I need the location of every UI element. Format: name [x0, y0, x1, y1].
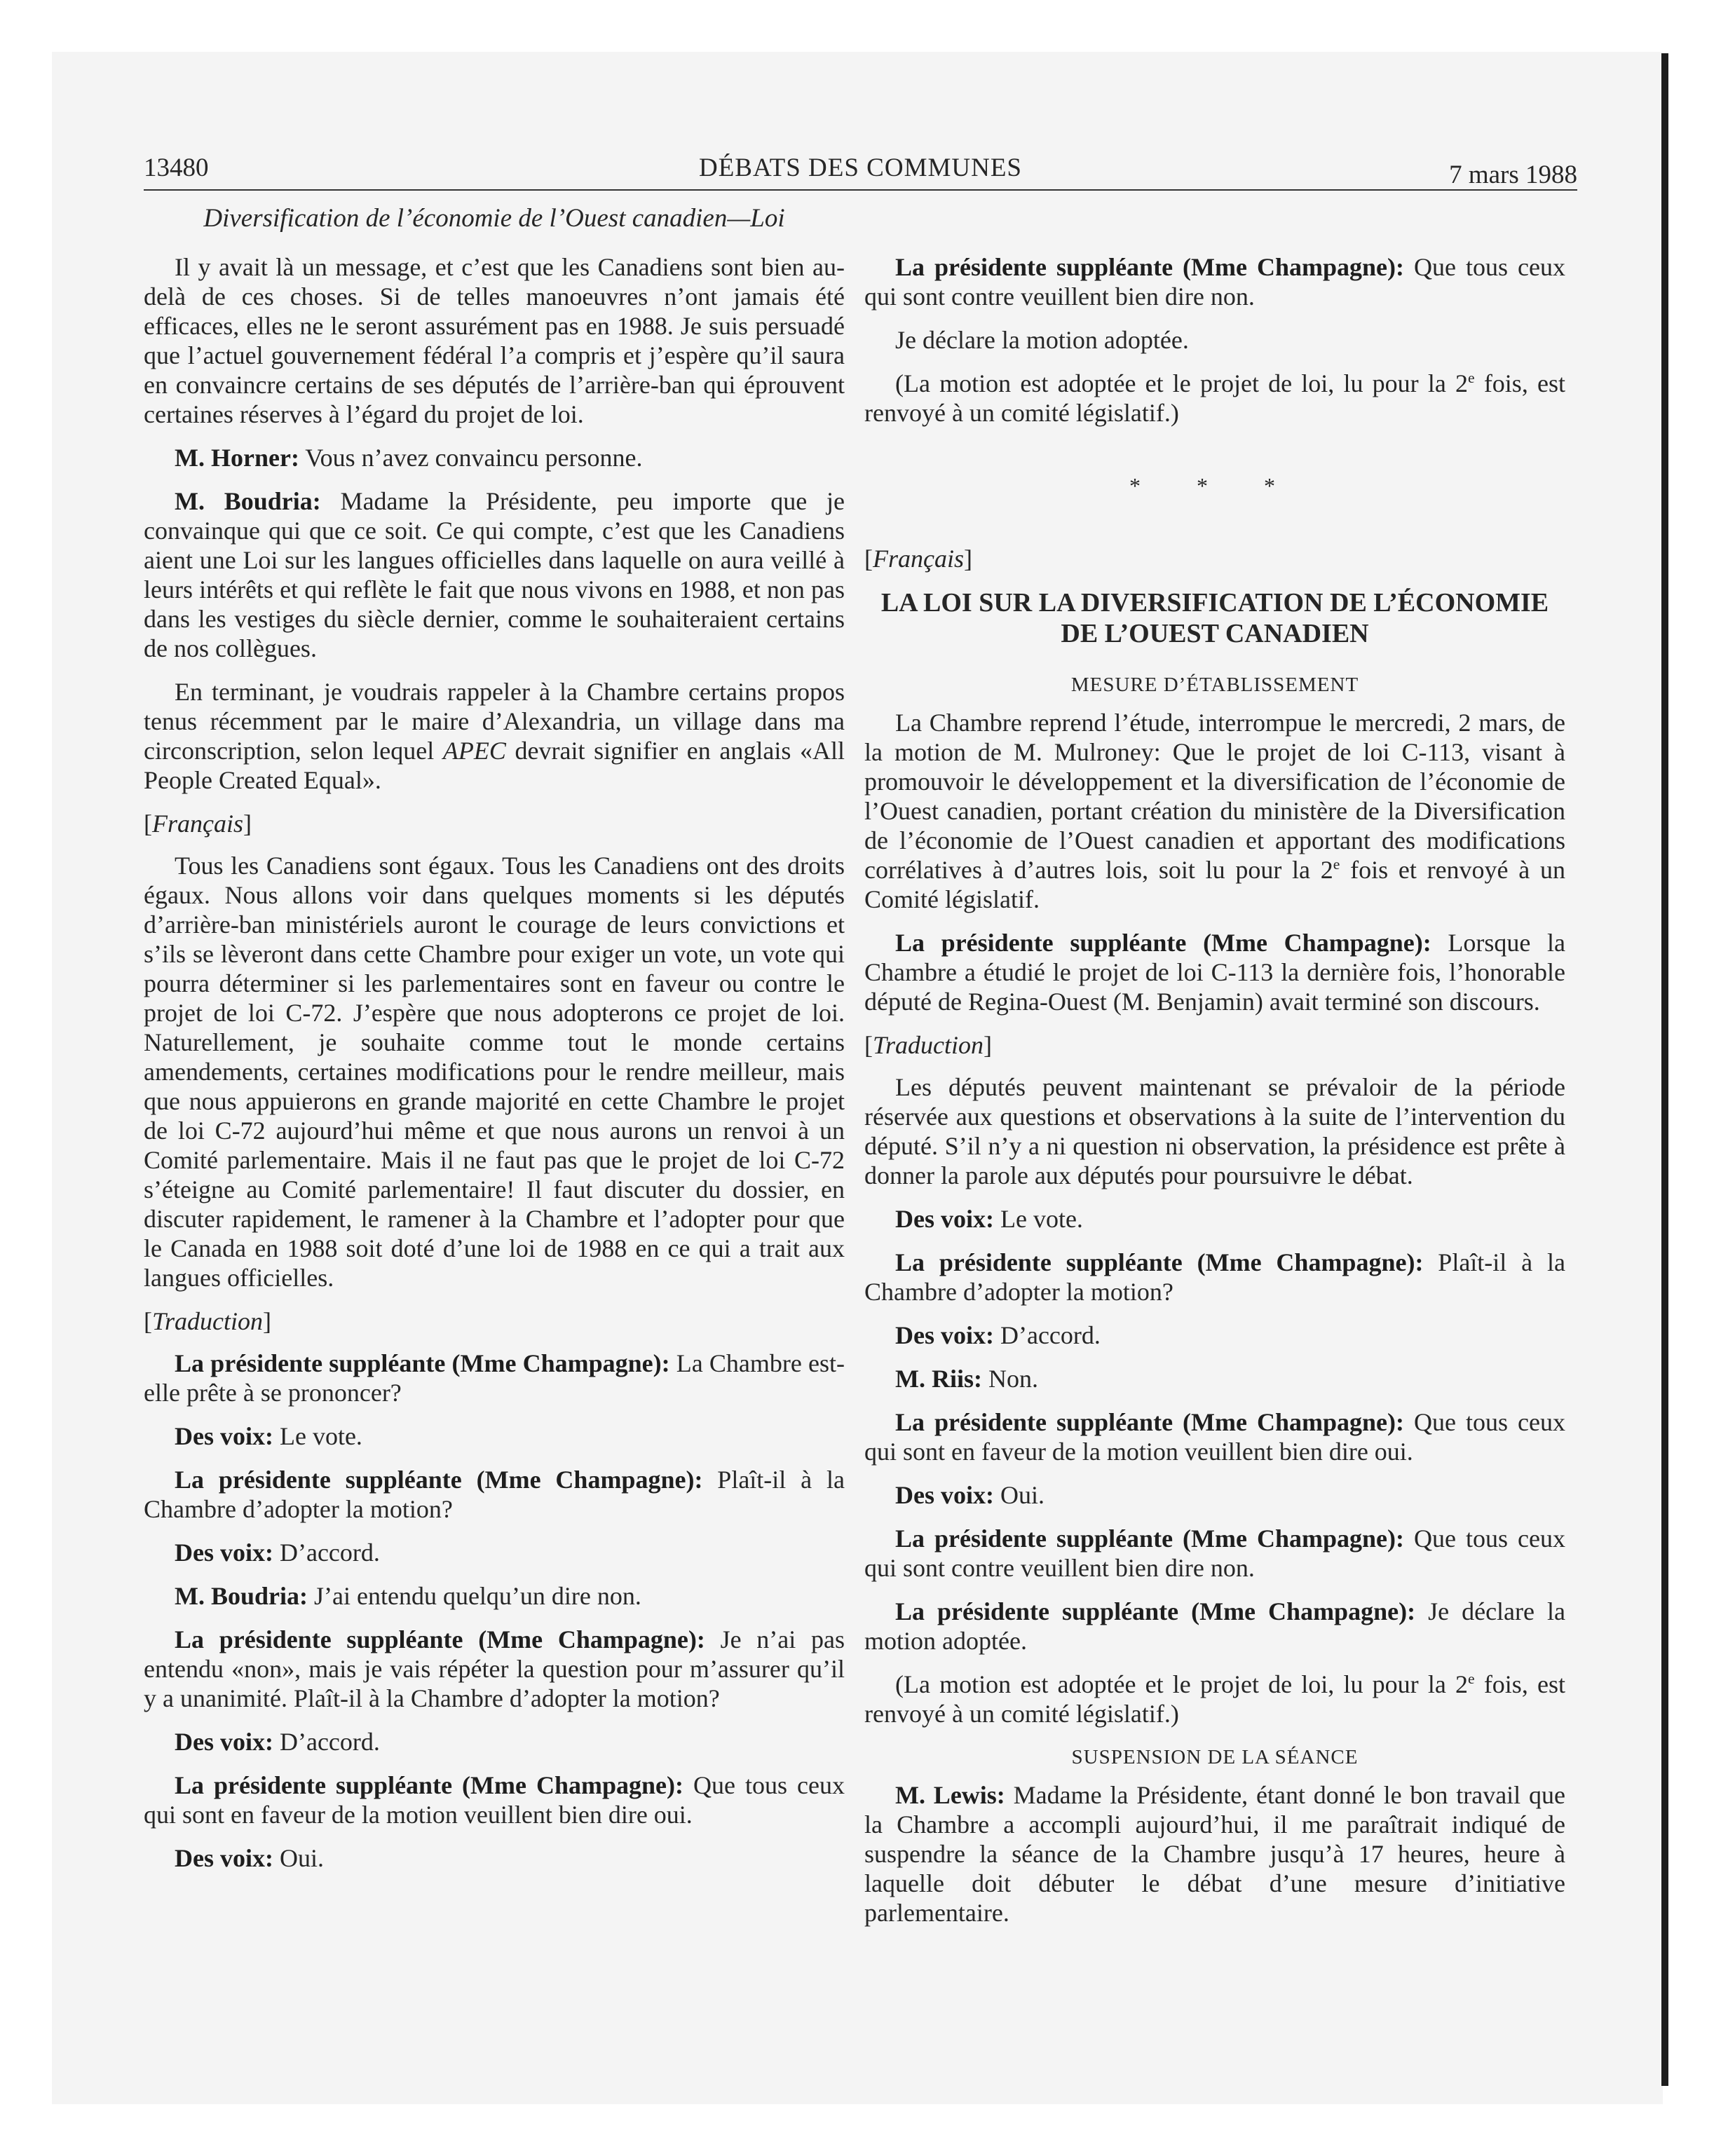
speech: La présidente suppléante (Mme Champagne): Je déclare la motion adoptée.: [864, 1597, 1565, 1655]
language-label: [Français]: [864, 545, 972, 573]
speech: Des voix: Le vote.: [895, 1205, 1083, 1233]
subheading: SUSPENSION DE LA SÉANCE: [1071, 1746, 1359, 1768]
speech: Des voix: D’accord.: [175, 1538, 380, 1567]
speech: La présidente suppléante (Mme Champagne): Plaît-il à la Chambre d’adopter la motion?: [144, 1466, 845, 1523]
speaker: Des voix:: [175, 1422, 273, 1450]
paragraph: En terminant, je voudrais rappeler à la Chambre certains propos tenus récemment par le maire d’Alexandria, un village dans ma circonscription, selon lequel APEC devrait signifier en anglais «All People Created Equal».: [144, 678, 845, 794]
scan-edge: [1661, 53, 1668, 2086]
paragraph: La Chambre reprend l’étude, interrompue le mercredi, 2 mars, de la motion de M. Mulroney: Que le projet de loi C-113, visant à promouvoir le développement et la diversification de l’économie de l’Ouest canadien, portant création du ministère de la Diversification de l’économie de l’Ouest canadien et apportant des modifications corrélatives à d’autres lois, soit lu pour la 2e fois et renvoyé à un Comité législatif.: [864, 709, 1565, 913]
speech: Des voix: D’accord.: [895, 1321, 1101, 1349]
speech: Des voix: Oui.: [895, 1481, 1045, 1509]
speech: La présidente suppléante (Mme Champagne): Que tous ceux qui sont en faveur de la motion veuillent bien dire oui.: [864, 1408, 1565, 1466]
language-label: [Français]: [144, 810, 252, 838]
section-separator: * * *: [1129, 473, 1300, 498]
speech: M. Horner: Vous n’avez convaincu personne.: [175, 444, 643, 472]
paragraph: (La motion est adoptée et le projet de loi, lu pour la 2e fois, est renvoyé à un comité législatif.): [864, 1670, 1565, 1728]
paragraph: (La motion est adoptée et le projet de loi, lu pour la 2e fois, est renvoyé à un comité législatif.): [864, 369, 1565, 427]
speaker: La présidente suppléante: [175, 1771, 453, 1799]
header-rule: [144, 189, 1577, 191]
right-column: [864, 252, 1565, 1942]
speech: La présidente suppléante (Mme Champagne): Plaît-il à la Chambre d’adopter la motion?: [864, 1248, 1565, 1306]
speaker: Des voix:: [175, 1844, 273, 1872]
subheading: MESURE D’ÉTABLISSEMENT: [1070, 674, 1359, 696]
paragraph: Il y avait là un message, et c’est que les Canadiens sont bien au-delà de ces choses. Si de telles manoeuvres n’ont jamais été efficaces, elles ne le seront assurément pas en 1988. Je suis persuadé que l’actuel gouvernement fédéral l’a compris et j’espère qu’il saura en convaincre certains de ses députés de l’arrière-ban qui éprouvent certaines réserves à l’égard du projet de loi.: [144, 253, 845, 428]
speech: La présidente suppléante (Mme Champagne): Lorsque la Chambre a étudié le projet de loi C-113 la dernière fois, l’honorable député de Regina-Ouest (M. Benjamin) avait terminé son discours.: [864, 929, 1565, 1016]
speech: La présidente suppléante (Mme Champagne): Que tous ceux qui sont en faveur de la motion veuillent bien dire oui.: [144, 1771, 845, 1829]
speaker: La présidente suppléante: [895, 1408, 1173, 1436]
speaker: La présidente suppléante: [895, 1524, 1173, 1553]
section-heading: LA LOI SUR LA DIVERSIFICATION DE L’ÉCONOMIE DE L’OUEST CANADIEN: [880, 588, 1549, 648]
running-title: Diversification de l’économie de l’Ouest canadien—Loi: [203, 204, 785, 233]
speaker: La présidente suppléante: [175, 1625, 463, 1653]
paragraph: Tous les Canadiens sont égaux. Tous les Canadiens ont des droits égaux. Nous allons voir dans quelques moments si les députés d’arrière-ban ministériels auront le courage de leurs convictions et s’ils se lèveront dans cette Chambre pour exiger un vote, un vote qui pourra déterminer si les parlementaires sont en faveur ou contre le projet de loi C-72. J’espère que nous adopterons ce projet de loi. Naturellement, je souhaite comme tout le monde certains amendements, certaines modifications pour le rendre meilleur, mais que nous appuierons en grande majorité en cette Chambre le projet de loi C-72 aujourd’hui même et que nous aurons un renvoi à un Comité parlementaire. Mais il ne faut pas que le projet de loi C-72 s’éteigne au Comité parlementaire! Il faut discuter du dossier, en discuter rapidement, le ramener à la Chambre et l’adopter pour que le Canada en 1988 soit doté d’une loi de 1988 en ce qui a trait aux langues officielles.: [144, 852, 845, 1292]
speaker: M. Boudria:: [175, 487, 321, 515]
language-label: [Traduction]: [144, 1307, 272, 1335]
speech: M. Lewis: Madame la Présidente, étant donné le bon travail que la Chambre a accompli aujourd’hui, il me paraîtrait indiqué de suspendre la séance de la Chambre jusqu’à 17 heures, heure à laquelle doit débuter le débat d’une mesure d’initiative parlementaire.: [864, 1781, 1565, 1927]
speech: M. Riis: Non.: [895, 1365, 1038, 1393]
speaker: La présidente suppléante: [895, 253, 1173, 281]
speaker: Des voix:: [175, 1728, 273, 1756]
speaker: Des voix:: [895, 1205, 994, 1233]
paragraph: Je déclare la motion adoptée.: [895, 326, 1189, 354]
speaker: Des voix:: [175, 1538, 273, 1567]
speaker: M. Boudria:: [175, 1582, 308, 1610]
speech: La présidente suppléante (Mme Champagne): Que tous ceux qui sont contre veuillent bien dire non.: [864, 1524, 1565, 1582]
speech: Des voix: D’accord.: [175, 1728, 380, 1756]
speech: La présidente suppléante (Mme Champagne): Que tous ceux qui sont contre veuillent bien dire non.: [864, 253, 1565, 311]
speech: M. Boudria: J’ai entendu quelqu’un dire non.: [175, 1582, 641, 1610]
speech: Des voix: Le vote.: [175, 1422, 362, 1450]
page-date: 7 mars 1988: [1449, 161, 1577, 189]
speaker: La présidente suppléante: [175, 1466, 462, 1494]
speech: La présidente suppléante (Mme Champagne): La Chambre est-elle prête à se prononcer?: [144, 1349, 845, 1407]
page-header: [144, 153, 1577, 192]
paragraph: Les députés peuvent maintenant se prévaloir de la période réservée aux questions et observations à la suite de l’intervention du député. S’il n’y a ni question ni observation, la présidence est prête à donner la parole aux députés pour poursuivre le débat.: [864, 1073, 1565, 1189]
speaker: La présidente suppléante: [175, 1349, 446, 1377]
left-column: [144, 252, 845, 1887]
speech: Des voix: Oui.: [175, 1844, 324, 1872]
speaker: M. Horner:: [175, 444, 299, 472]
language-label: [Traduction]: [864, 1031, 993, 1059]
speaker: La présidente suppléante: [895, 929, 1187, 957]
speech: M. Boudria: Madame la Présidente, peu importe que je convainque qui que ce soit. Ce qui compte, c’est que les Canadiens aient une Loi sur les langues officielles dans laquelle on aura veillé à leurs intérêts et qui reflète le fait que nous vivons en 1988, et non pas dans les vestiges du siècle dernier, comme le souhaiteraient certains de nos collègues.: [144, 487, 845, 662]
publication-title: DÉBATS DES COMMUNES: [698, 153, 1022, 182]
acronym: APEC: [442, 737, 506, 765]
speaker: Des voix:: [895, 1321, 994, 1349]
speaker: La présidente suppléante: [895, 1248, 1183, 1276]
speaker: La présidente suppléante: [895, 1597, 1179, 1625]
page-number: 13480: [144, 153, 209, 182]
speaker: Des voix:: [895, 1481, 994, 1509]
speaker: M. Lewis:: [895, 1781, 1005, 1809]
speech: La présidente suppléante (Mme Champagne): Je n’ai pas entendu «non», mais je vais répéter la question pour m’assurer qu’il y a unanimité. Plaît-il à la Chambre d’adopter la motion?: [144, 1625, 845, 1712]
speaker: M. Riis:: [895, 1365, 982, 1393]
